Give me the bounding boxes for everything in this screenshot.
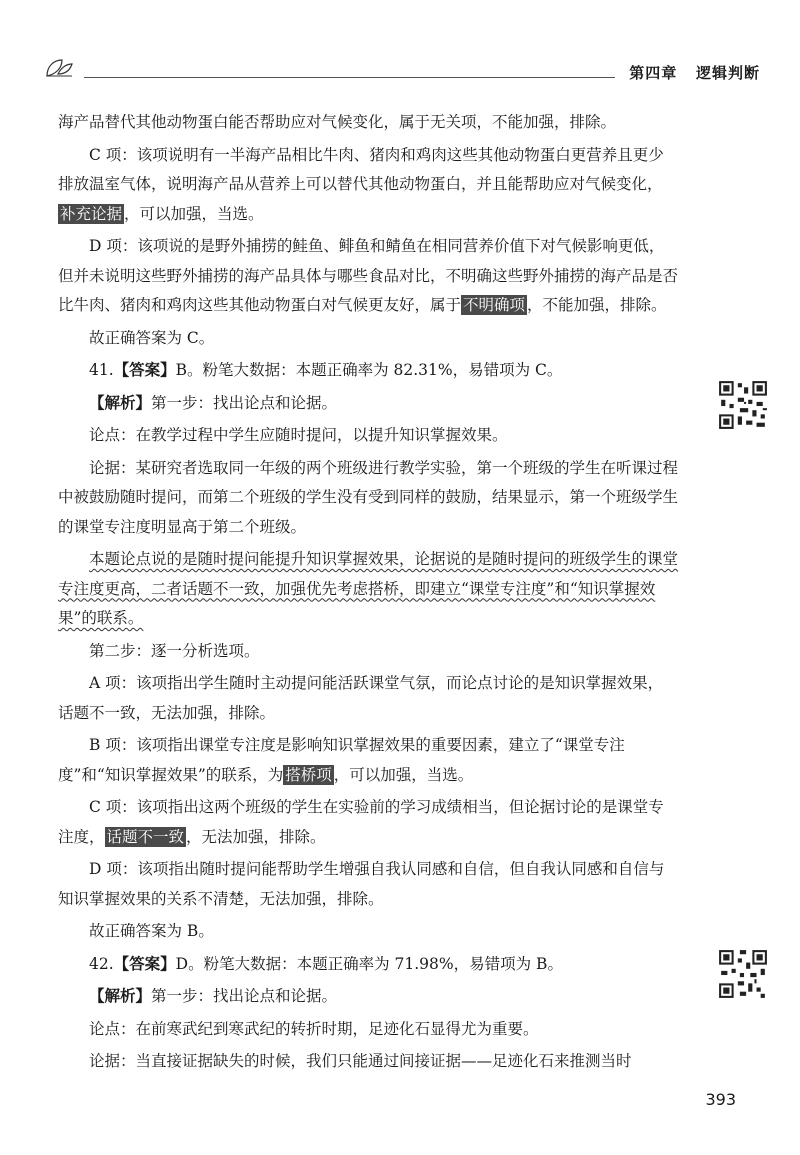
highlight-topic-mismatch: 话题不一致 <box>106 827 185 846</box>
chapter-title <box>629 62 760 83</box>
question-41-number: 41. <box>89 361 114 379</box>
question-41-option-a: A 项：该项指出学生随时主动提问能活跃课堂气氛，而论点讨论的是知识掌握效果，话题不一致，无法加强，排除。 <box>58 674 664 722</box>
page-header <box>44 54 760 86</box>
option-d-text: D 项：该项说的是野外捕捞的鲑鱼、鲱鱼和鲭鱼在相同营养价值下对气候影响更低，但并未说明这些野外捕捞的海产品具体与哪些食品对比，不明确这些野外捕捞的海产品是否比牛肉、猪肉和鸡肉这些其他动物蛋白对气候更友好，属于 <box>58 237 679 314</box>
question-41-answer-text: B。粉笔大数据：本题正确率为 82.31%，易错项为 C。 <box>175 361 563 379</box>
paragraph-prev-option: 海产品替代其他动物蛋白能否帮助应对气候变化，属于无关项，不能加强，排除。 <box>58 113 617 131</box>
qr-code-icon[interactable] <box>717 948 769 1000</box>
option-b-text: B 项：该项指出课堂专注度是影响知识掌握效果的重要因素，建立了“课堂专注度”和“知识掌握效果”的联系，为 <box>58 736 625 784</box>
analysis-tag: 【解析】 <box>89 987 152 1005</box>
step-one: 第一步：找出论点和论据。 <box>151 393 338 412</box>
analysis-tag: 【解析】 <box>89 393 152 412</box>
option-d-analysis <box>58 232 678 321</box>
page-number: 393 <box>705 1090 736 1109</box>
highlight-bridge-item: 搭桥项 <box>285 765 332 784</box>
option-c-analysis <box>58 141 678 230</box>
option-c-tail-41: ，无法加强，排除。 <box>186 827 326 846</box>
chapter-name: 逻辑判断 <box>695 64 760 82</box>
question-41-answer <box>58 356 678 386</box>
question-42-answer-text: D。粉笔大数据：本题正确率为 71.98%，易错项为 B。 <box>175 954 563 973</box>
question-42-number: 42. <box>89 954 114 973</box>
page-body <box>58 108 678 1077</box>
answer-conclusion-40: 故正确答案为 C。 <box>89 328 215 347</box>
qr-code-icon[interactable] <box>717 379 769 431</box>
option-d-tail: ，不能加强，排除。 <box>527 296 667 314</box>
answer-conclusion-41: 故正确答案为 B。 <box>89 922 214 940</box>
step-two: 第二步：逐一分析选项。 <box>89 641 260 660</box>
option-b-tail: ，可以加强，当选。 <box>333 765 474 784</box>
option-c-text-41: C 项：该项指出这两个班级的学生在实验前的学习成绩相当，但论据讨论的是课堂专注度， <box>58 798 664 846</box>
answer-tag: 【答案】 <box>113 361 176 379</box>
answer-tag: 【答案】 <box>113 954 176 973</box>
highlight-unclear-item: 不明确项 <box>463 296 526 314</box>
wavy-underlined-text: 本题论点说的是随时提问能提升知识掌握效果，论据说的是随时提问的班级学生的课堂专注度更高，二者话题不一致，加强优先考虑搭桥，即建立“课堂专注度”和“知识掌握效果”的联系。 <box>58 550 679 627</box>
leaf-icon <box>44 56 74 80</box>
step-one: 第一步：找出论点和论据。 <box>151 987 338 1005</box>
option-c-tail: ，可以加强，当选。 <box>124 204 264 223</box>
question-42-evidence: 论据：当直接证据缺失的时候，我们只能通过间接证据——足迹化石来推测当时 <box>89 1052 632 1070</box>
question-41-option-b <box>58 731 678 790</box>
question-41-analysis-header <box>58 389 678 419</box>
chapter-label: 第四章 <box>629 64 678 82</box>
question-42-claim: 论点：在前寒武纪到寒武纪的转折时期，足迹化石显得尤为重要。 <box>89 1019 539 1038</box>
question-41-bridge <box>58 545 678 634</box>
option-c-text: C 项：该项说明有一半海产品相比牛肉、猪肉和鸡肉这些其他动物蛋白更营养且更少排放温室气体，说明海产品从营养上可以替代其他动物蛋白，并且能帮助应对气候变化， <box>58 145 664 193</box>
question-41-option-d: D 项：该项指出随时提问能帮助学生增强自我认同感和自信，但自我认同感和自信与知识掌握效果的关系不清楚，无法加强，排除。 <box>58 860 665 908</box>
highlight-supplement-evidence: 补充论据 <box>60 204 123 223</box>
question-41-claim: 论点：在教学过程中学生应随时提问，以提升知识掌握效果。 <box>89 426 508 444</box>
question-42-answer <box>58 950 678 980</box>
question-41-evidence: 论据：某研究者选取同一年级的两个班级进行教学实验，第一个班级的学生在听课过程中被鼓励随时提问，而第二个班级的学生没有受到同样的鼓励，结果显示，第一个班级学生的课堂专注度明显高于第二个班级。 <box>58 458 679 536</box>
question-42-analysis-header <box>58 982 678 1012</box>
header-rule <box>84 77 615 78</box>
question-41-option-c <box>58 793 678 852</box>
